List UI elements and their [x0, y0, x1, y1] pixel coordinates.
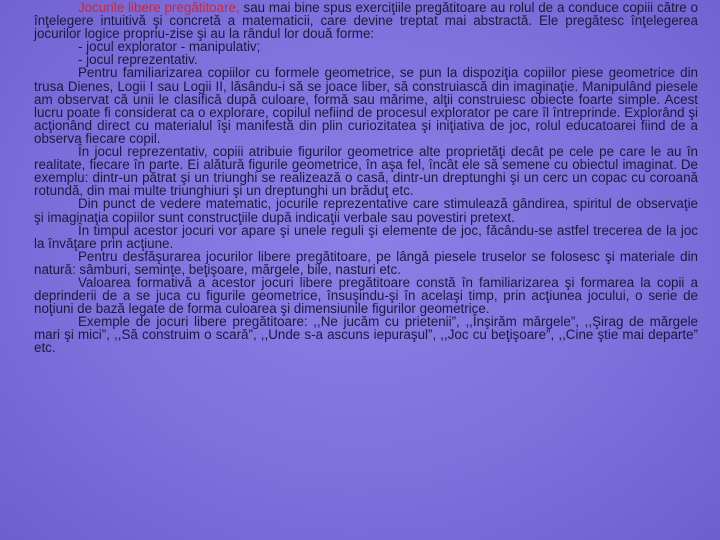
list-item-reprezentativ: - jocul reprezentativ. [78, 52, 198, 68]
paragraph-materiale: Pentru desfăşurarea jocurilor libere pregătitoare, pe lângă piesele truselor se folosesc şi materiale din natură: sâmburi, seminţe, beţişoare, mărgele, bile, nasturi etc. [34, 248, 698, 277]
paragraph-punct-matematic: Din punct de vedere matematic, jocurile reprezentative care stimulează gândirea, spiritul de observaţie şi imaginaţia copiilor sunt construcţiile după indicaţii verbale sau povestiri pretext. [34, 196, 698, 225]
paragraph-reguli: În timpul acestor jocuri vor apare şi unele reguli şi elemente de joc, făcându-se astfel trecerea de la joc la învăţare prin acţiune. [34, 222, 698, 251]
slide-body [34, 1, 698, 355]
paragraph-joc-reprezentativ: În jocul reprezentativ, copiii atribuie figurilor geometrice alte proprietăţi decât pe cele pe care le au în realitate, fiecare în parte. Ei alătură figurile geometrice, în aşa fel, încât ele să semene cu obiectul imaginat. De exemplu: dintr-un pătrat şi un triunghi se realizează o casă, dintr-un dreptunghi şi un cerc un copac cu coroană rotundă, din mai multe triunghiuri şi un dreptunghi un brăduţ etc. [34, 144, 698, 199]
list-item-explorator: - jocul explorator - manipulativ; [78, 39, 261, 55]
paragraph-valoare-formativa: Valoarea formativă a acestor jocuri libere pregătitoare constă în familiarizarea şi formarea la copii a deprinderii de a se juca cu figurile geometrice, însuşindu-şi în acelaşi timp, prin acţiunea jocului, o serie de noţiuni de bază legate de forma culoarea şi dimensiunile figurilor geometrice. [34, 274, 698, 317]
intro-text: sau mai bine spus exerciţiile pregătitoare au rolul de a conduce copiii către o înţelegere intuitivă şi concretă a matematicii, care devine treptat mai abstractă. Ele pregătesc înţelegerea jocurilor logice propriu-zise şi au la rândul lor două forme: [34, 0, 698, 42]
intro-paragraph [34, 1, 698, 40]
paragraph-exemple: Exemple de jocuri libere pregătitoare: ,,Ne jucăm cu prietenii”, ,,Înşirăm mărgele”, ,,Şirag de mărgele mari şi mici”, ,,Să construim o scară”, ,,Unde s-a ascuns iepuraşul”, ,,Joc cu beţişoare”, ,,Cine ştie mai departe” etc. [34, 314, 698, 356]
paragraph-familiarizare: Pentru familiarizarea copiilor cu formele geometrice, se pun la dispoziţia copiilor piese geometrice din trusa Dienes, Logii I sau Logii II, lăsându-i să se joace liber, să construiască din imaginaţie. Manipulând piesele am observat că unii le clasifică după culoare, formă sau mărime, alţii construiesc obiecte foarte simple. Acest lucru poate fi considerat ca o explorare, copilul nefiind de procesul explorator pe care îl întreprinde. Explorând şi acţionând direct cu materialul îşi manifestă din plin curiozitatea şi iniţiativa de joc, rolul educatoarei fiind de a observa fiecare copil. [34, 65, 698, 146]
highlighted-title: Jocurile libere pregătitoare, [78, 0, 240, 15]
